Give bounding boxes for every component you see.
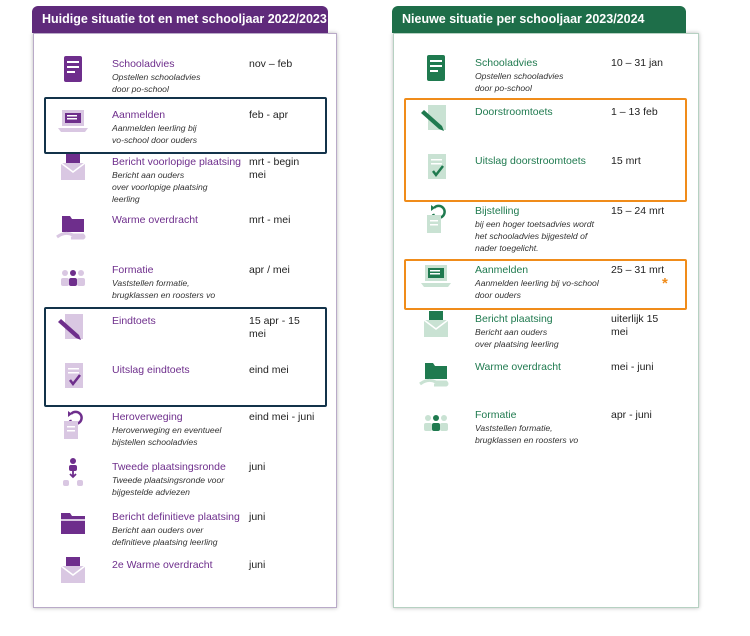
step-description: het schooladvies bijgesteld of <box>475 231 588 241</box>
step-title: Schooladvies <box>112 58 175 70</box>
person-down-icon <box>53 457 93 493</box>
step-title: Bijstelling <box>475 205 520 217</box>
pencil-paper-icon <box>416 102 456 138</box>
step-date: mrt - begin <box>249 156 300 168</box>
pencil-paper-icon <box>53 311 93 347</box>
step-description: over voorlopige plaatsing <box>112 182 208 192</box>
step-description: Opstellen schooladvies <box>475 71 564 81</box>
step-title: Bericht definitieve plaatsing <box>112 511 240 523</box>
step-date: feb - apr <box>249 109 289 121</box>
step-date: juni <box>249 511 266 523</box>
step-description: door po-school <box>112 84 169 94</box>
step-title: 2e Warme overdracht <box>112 559 213 571</box>
envelope-icon <box>53 152 93 188</box>
people-icon <box>416 405 456 441</box>
step-title: Doorstroomtoets <box>475 106 553 118</box>
step-description: Bericht aan ouders over <box>112 525 204 535</box>
step-title: Uitslag eindtoets <box>112 364 190 376</box>
step-date: mrt - mei <box>249 214 291 226</box>
step-date: apr - juni <box>611 409 652 421</box>
step-date: uiterlijk 15 <box>611 313 659 325</box>
step-description: Heroverweging en eventueel <box>112 425 222 435</box>
step-title: Tweede plaatsingsronde <box>112 461 226 473</box>
step-title: Uitslag doorstroomtoets <box>475 155 586 167</box>
step-date: mei <box>249 169 266 181</box>
people-icon <box>53 260 93 296</box>
step-date: 15 – 24 mrt <box>611 205 665 217</box>
checklist-icon <box>53 360 93 396</box>
step-date: 15 mrt <box>611 155 641 167</box>
step-title: Bericht voorlopige plaatsing <box>112 156 241 168</box>
step-description: Aanmelden leerling bij <box>112 123 197 133</box>
step-description: definitieve plaatsing leerling <box>112 537 218 547</box>
step-date: eind mei <box>249 364 289 376</box>
step-title: Bericht plaatsing <box>475 313 553 325</box>
step-description: Tweede plaatsingsronde voor <box>112 475 225 485</box>
step-description: Bericht aan ouders <box>475 327 548 337</box>
refresh-document-icon <box>53 407 93 443</box>
left-header: Huidige situatie tot en met schooljaar 2022/2023 <box>32 6 328 33</box>
step-description: vo-school door ouders <box>112 135 198 145</box>
step-title: Warme overdracht <box>112 214 198 226</box>
step-date: juni <box>249 461 266 473</box>
document-icon <box>416 53 456 89</box>
step-date: 1 – 13 feb <box>611 106 658 118</box>
step-description: door po-school <box>475 83 532 93</box>
step-date: mei <box>611 326 628 338</box>
step-date: 15 apr - 15 <box>249 315 300 327</box>
laptop-icon <box>53 105 93 141</box>
folder-hand-icon <box>53 210 93 246</box>
step-title: Aanmelden <box>475 264 529 276</box>
envelope-icon <box>416 309 456 345</box>
refresh-document-icon <box>416 201 456 237</box>
step-date: apr / mei <box>249 264 290 276</box>
step-title: Formatie <box>475 409 517 421</box>
step-description: brugklassen en roosters vo <box>475 435 579 445</box>
step-date: juni <box>249 559 266 571</box>
step-description: nader toegelicht. <box>475 243 539 253</box>
envelope-icon <box>53 555 93 591</box>
step-date: nov – feb <box>249 58 293 70</box>
step-title: Heroverweging <box>112 411 183 423</box>
step-date: mei <box>249 328 266 340</box>
step-date: mei - juni <box>611 361 654 373</box>
step-date: 10 – 31 jan <box>611 57 663 69</box>
checklist-icon <box>416 151 456 187</box>
star-marker: * <box>662 275 668 292</box>
laptop-icon <box>416 260 456 296</box>
step-description: bij een hoger toetsadvies wordt <box>475 219 594 229</box>
right-header: Nieuwe situatie per schooljaar 2023/2024 <box>392 6 686 33</box>
step-description: over plaatsing leerling <box>475 339 559 349</box>
step-title: Warme overdracht <box>475 361 561 373</box>
step-title: Formatie <box>112 264 154 276</box>
step-title: Aanmelden <box>112 109 166 121</box>
step-description: door ouders <box>475 290 521 300</box>
step-description: Vaststellen formatie, <box>112 278 190 288</box>
step-title: Schooladvies <box>475 57 538 69</box>
step-description: Vaststellen formatie, <box>475 423 553 433</box>
step-description: brugklassen en roosters vo <box>112 290 216 300</box>
step-description: Aanmelden leerling bij vo-school <box>475 278 599 288</box>
folder-icon <box>53 507 93 543</box>
step-description: Bericht aan ouders <box>112 170 185 180</box>
step-date: 25 – 31 mrt <box>611 264 665 276</box>
step-description: Opstellen schooladvies <box>112 72 201 82</box>
step-description: bijgestelde adviezen <box>112 487 190 497</box>
folder-hand-icon <box>416 357 456 393</box>
step-title: Eindtoets <box>112 315 156 327</box>
step-description: leerling <box>112 194 140 204</box>
step-date: eind mei - juni <box>249 411 315 423</box>
document-icon <box>53 54 93 90</box>
step-description: bijstellen schooladvies <box>112 437 198 447</box>
